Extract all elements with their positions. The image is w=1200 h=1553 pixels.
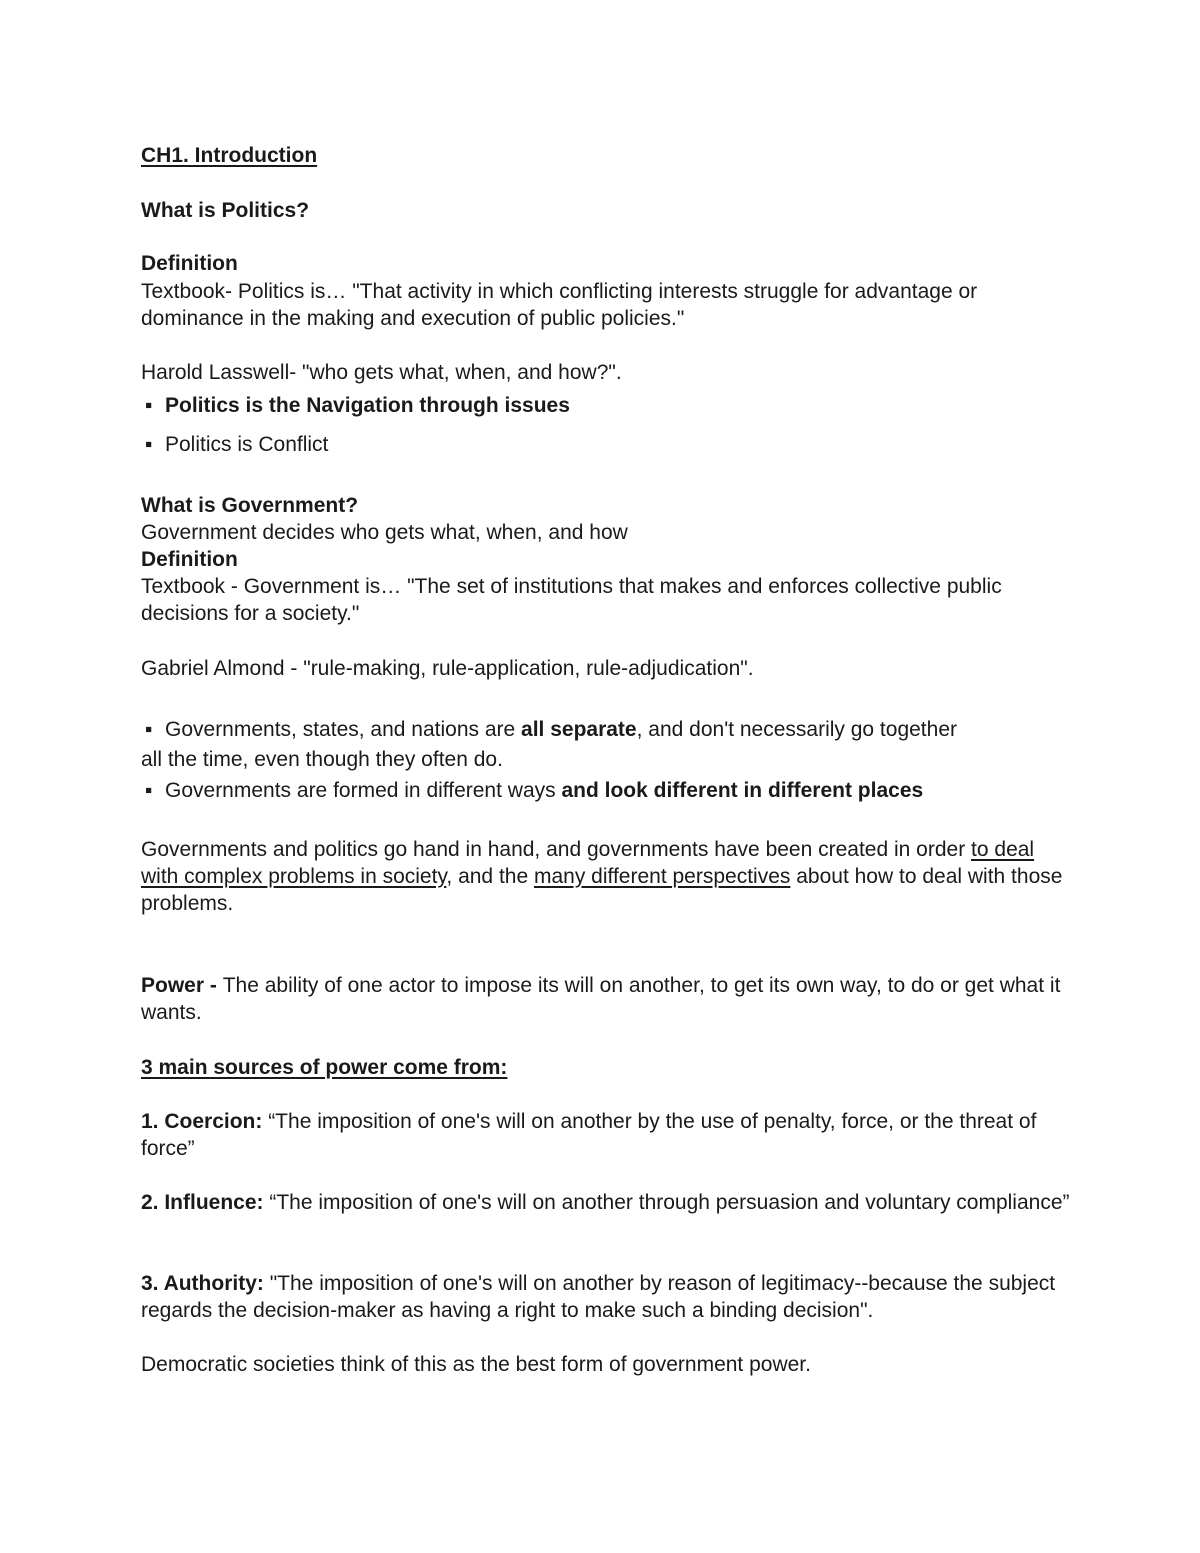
democratic-note: Democratic societies think of this as the best form of government power. (141, 1353, 811, 1376)
bullet-text-bold: and look different in different places (561, 779, 924, 802)
bullet-conflict (145, 431, 328, 458)
bullet-text: Politics is the Navigation through issues (165, 394, 570, 417)
influence-label: 2. Influence: (141, 1191, 264, 1214)
chapter-title: CH1. Introduction (141, 144, 318, 167)
government-line: Government decides who gets what, when, and how (141, 521, 628, 544)
para-text-c: about how to deal with those problems. (141, 865, 1063, 915)
para-text-b: , and the (446, 865, 534, 888)
definition-text-government: Textbook - Government is… "The set of institutions that makes and enforces collective public decisions for a society." (141, 575, 1002, 625)
power-label: Power - (141, 974, 223, 997)
definition-heading-government: Definition (141, 548, 238, 571)
bullet-separate-continuation: all the time, even though they often do. (141, 748, 503, 771)
bullet-marker: ▪ (145, 779, 153, 802)
paragraph-governments-politics (141, 836, 1071, 917)
influence-text: “The imposition of one's will on another through persuasion and voluntary compliance” (263, 1191, 1070, 1214)
coercion-text: “The imposition of one's will on another by the use of penalty, force, or the threat of force” (141, 1110, 1037, 1160)
question-politics: What is Politics? (141, 199, 310, 222)
power-definition (141, 972, 1071, 1026)
definition-text-politics: Textbook- Politics is… "That activity in which conflicting interests struggle for advantage or dominance in the making and execution of public policies." (141, 280, 978, 330)
power-text: The ability of one actor to impose its will on another, to get its own way, to do or get what it wants. (141, 974, 1061, 1024)
bullet-separate (145, 716, 957, 743)
bullet-marker: ▪ (145, 394, 153, 417)
para-text-a: Governments and politics go hand in hand, and governments have been created in order (141, 838, 972, 861)
bullet-marker: ▪ (145, 718, 153, 741)
bullet-marker: ▪ (145, 433, 153, 456)
almond-quote: Gabriel Almond - "rule-making, rule-application, rule-adjudication". (141, 657, 754, 680)
bullet-formed (145, 777, 923, 804)
authority-label: 3. Authority: (141, 1272, 264, 1295)
source-coercion (141, 1108, 1071, 1162)
source-influence (141, 1189, 1071, 1216)
bullet-text-a: Governments, states, and nations are (165, 718, 522, 741)
para-underline-2: many different perspectives (533, 865, 791, 888)
question-government: What is Government? (141, 494, 359, 517)
sources-heading: 3 main sources of power come from: (141, 1056, 508, 1079)
bullet-text: Politics is Conflict (165, 433, 329, 456)
bullet-text-c: , and don't necessarily go together (636, 718, 957, 741)
definition-heading-politics: Definition (141, 252, 238, 275)
authority-text: "The imposition of one's will on another by reason of legitimacy--because the subject regards the decision-maker as having a right to make such a binding decision". (141, 1272, 1056, 1322)
coercion-label: 1. Coercion: (141, 1110, 263, 1133)
bullet-text-a: Governments are formed in different ways (165, 779, 562, 802)
source-authority (141, 1270, 1071, 1324)
bullet-text-bold: all separate (521, 718, 637, 741)
para-underline-1: to deal with complex problems in society (141, 838, 1035, 888)
bullet-navigation (145, 392, 570, 419)
lasswell-quote: Harold Lasswell- "who gets what, when, and how?". (141, 361, 622, 384)
